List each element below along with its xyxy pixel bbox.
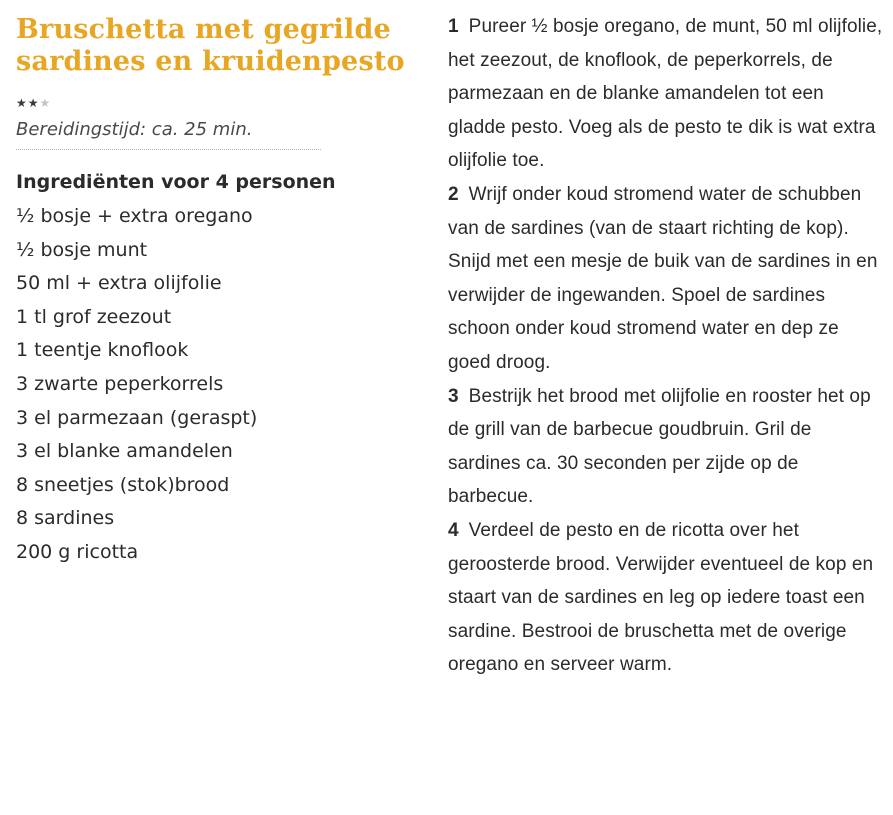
ingredients-heading: Ingrediënten voor 4 personen — [16, 171, 336, 193]
ingredient-item: 3 el parmezaan (geraspt) — [16, 406, 258, 429]
ingredient-item: 3 zwarte peperkorrels — [16, 372, 224, 395]
ingredient-item: ½ bosje munt — [16, 238, 148, 261]
ingredient-item: 1 teentje knoflook — [16, 339, 189, 362]
ingredient-item: 8 sneetjes (stok)brood — [16, 473, 230, 496]
step-3 — [448, 380, 886, 514]
ingredient-item: 8 sardines — [16, 507, 115, 530]
step-1 — [448, 10, 886, 178]
prep-time: Bereidingstijd: ca. 25 min. — [16, 119, 253, 140]
step-number: 1 — [448, 16, 459, 37]
ingredient-list — [16, 200, 426, 570]
filled-stars-icon: ★★ — [16, 96, 40, 110]
step-number: 2 — [448, 183, 459, 205]
instructions-column — [448, 10, 886, 682]
difficulty-rating — [16, 96, 426, 110]
step-number: 3 — [448, 385, 459, 407]
step-text: Bestrijk het brood met olijfolie en rooster het op de grill van de barbecue goudbruin. Gril de sardines ca. 30 seconden per zijde op de barbecue. — [448, 385, 871, 508]
empty-star-icon: ★ — [39, 96, 52, 110]
ingredient-item: ½ bosje + extra oregano — [16, 205, 253, 227]
ingredient-item: 3 el blanke amandelen — [16, 440, 233, 463]
ingredient-item: 200 g ricotta — [16, 540, 139, 563]
step-4 — [448, 514, 886, 682]
divider — [16, 149, 321, 156]
ingredient-item: 1 tl grof zeezout — [16, 305, 172, 328]
recipe-title: Bruschetta met gegrilde sardines en kruidenpesto — [16, 14, 405, 77]
recipe-info-column — [16, 14, 426, 570]
step-text: Verdeel de pesto en de ricotta over het geroosterde brood. Verwijder eventueel de kop en staart van de sardines en leg op iedere toast een sardine. Bestrooi de bruschetta met de overige oregano en serveer warm. — [448, 519, 874, 676]
step-text: Pureer ½ bosje oregano, de munt, 50 ml olijfolie, het zeezout, de knoflook, de peperkorrels, de parmezaan en de blanke amandelen tot een gladde pesto. Voeg als de pesto te dik is wat extra olijfolie toe. — [448, 16, 883, 172]
step-2 — [448, 178, 886, 380]
ingredient-item: 50 ml + extra olijfolie — [16, 272, 222, 295]
step-text: Wrijf onder koud stromend water de schubben van de sardines (van de staart richting de kop). Snijd met een mesje de buik van de sardines in en verwijder de ingewanden. Spoel de sardines schoon onder koud stromend water en dep ze goed droog. — [448, 183, 878, 373]
step-number: 4 — [448, 519, 459, 541]
